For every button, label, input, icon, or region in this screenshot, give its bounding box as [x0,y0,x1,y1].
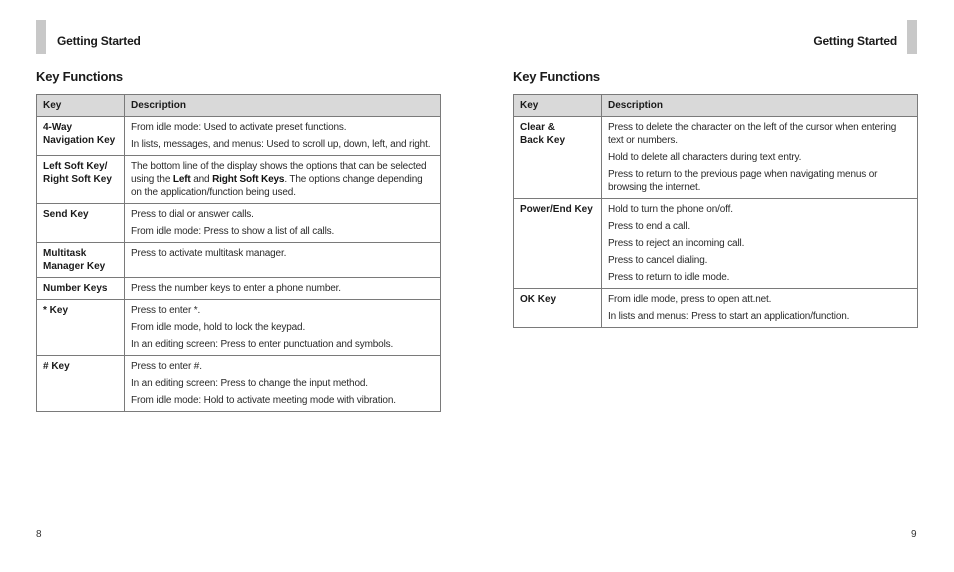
header-tab-marker [907,20,917,54]
description-cell [125,278,441,300]
page-number: 9 [911,529,917,540]
column-header-key: Key [37,95,125,117]
running-header: Getting Started [813,34,897,48]
right-page [477,0,954,572]
column-header-key: Key [514,95,602,117]
description-line: Press to enter *. [131,305,201,316]
description-line: Press to cancel dialing. [608,255,708,266]
table-row [37,117,441,156]
key-name-cell: # Key [37,356,125,412]
description-line: In an editing screen: Press to change the input method. [131,378,368,389]
description-line: In lists and menus: Press to start an application/function. [608,311,850,322]
key-name-cell: Left Soft Key/ Right Soft Key [37,156,125,204]
column-header-description: Description [125,95,441,117]
key-name-cell: OK Key [514,289,602,328]
description-cell [602,289,918,328]
description-line: Hold to turn the phone on/off. [608,204,733,215]
key-name-cell: Number Keys [37,278,125,300]
table-row [37,243,441,278]
section-title: Key Functions [513,69,600,84]
description-cell [125,356,441,412]
table-row [514,117,918,199]
header-tab-marker [36,20,46,54]
description-cell [125,204,441,243]
description-line: Hold to delete all characters during text entry. [608,152,802,163]
key-functions-table [36,94,441,412]
table-body [514,117,918,328]
running-header: Getting Started [57,34,141,48]
description-line: Press to reject an incoming call. [608,238,745,249]
table-body [37,117,441,412]
description-line: In lists, messages, and menus: Used to scroll up, down, left, and right. [131,139,431,150]
description-cell [125,117,441,156]
description-cell [125,243,441,278]
description-line: From idle mode, hold to lock the keypad. [131,322,306,333]
key-functions-table [513,94,918,328]
key-name-cell: Send Key [37,204,125,243]
description-line: From idle mode: Used to activate preset functions. [131,122,347,133]
description-line: From idle mode: Press to show a list of all calls. [131,226,335,237]
description-line: Press to return to idle mode. [608,272,730,283]
column-header-description: Description [602,95,918,117]
section-title: Key Functions [36,69,123,84]
key-name-cell: Multitask Manager Key [37,243,125,278]
description-line: Press to delete the character on the left of the cursor when entering text or numbers. [608,122,897,146]
key-name-cell: 4-Way Navigation Key [37,117,125,156]
description-line: The bottom line of the display shows the options that can be selected using the Left and Right Soft Keys. The options change depending on the application/function being used. [131,161,427,198]
table-row [514,289,918,328]
table-row [37,204,441,243]
description-line: From idle mode, press to open att.net. [608,294,772,305]
table-header-row [37,95,441,117]
key-name-cell: * Key [37,300,125,356]
table-row [514,199,918,289]
description-line: Press the number keys to enter a phone number. [131,283,341,294]
description-line: Press to return to the previous page when navigating menus or browsing the internet. [608,169,878,193]
description-cell [125,300,441,356]
description-line: Press to dial or answer calls. [131,209,254,220]
description-line: Press to end a call. [608,221,691,232]
page-number: 8 [36,529,42,540]
description-cell [125,156,441,204]
key-name-cell: Power/End Key [514,199,602,289]
key-name-cell: Clear & Back Key [514,117,602,199]
description-line: In an editing screen: Press to enter punctuation and symbols. [131,339,394,350]
table-header-row [514,95,918,117]
table-row [37,300,441,356]
table-row [37,156,441,204]
description-line: Press to activate multitask manager. [131,248,287,259]
description-cell [602,117,918,199]
table-row [37,278,441,300]
description-cell [602,199,918,289]
description-line: From idle mode: Hold to activate meeting mode with vibration. [131,395,396,406]
description-line: Press to enter #. [131,361,202,372]
table-row [37,356,441,412]
